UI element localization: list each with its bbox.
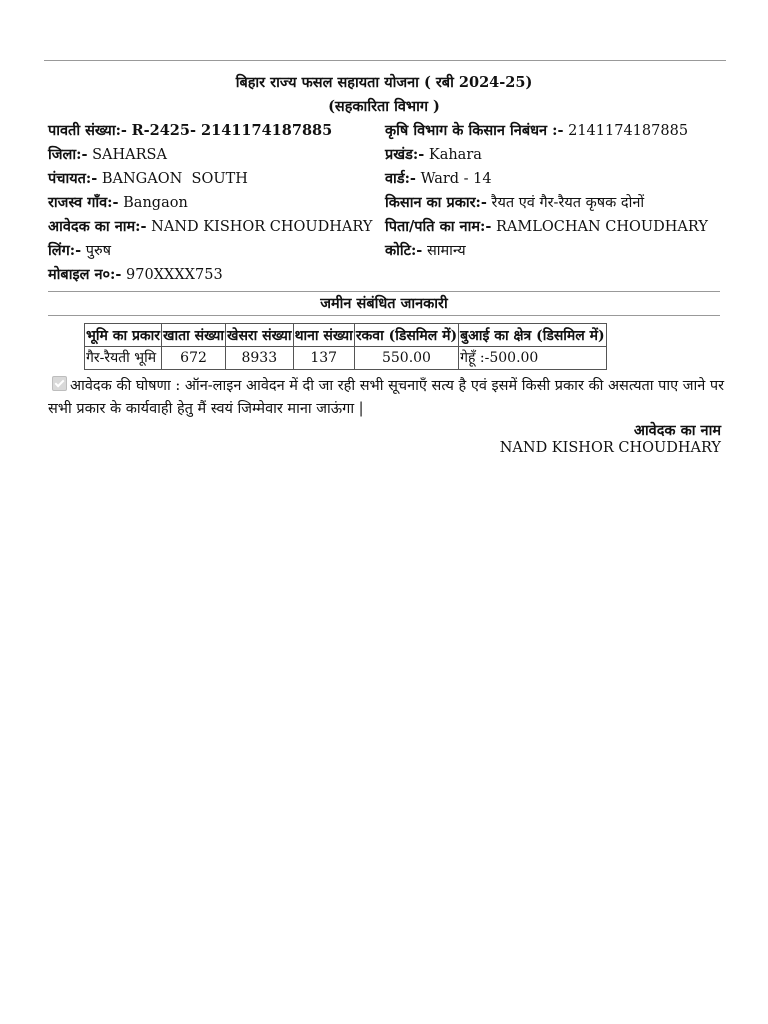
header-khesra: खेसरा संख्या [226, 324, 294, 347]
village-label: राजस्व गाँव:- [48, 194, 119, 211]
ward-label: वार्ड:- [385, 170, 416, 187]
cell-land-type: गैर-रैयती भूमि [85, 347, 162, 370]
page-title: बिहार राज्य फसल सहायता योजना ( रबी 2024-25) [235, 74, 533, 91]
land-section-title: जमीन संबंधित जानकारी [320, 295, 448, 312]
header-khata: खाता संख्या [162, 324, 226, 347]
panchayat-value: BANGAON SOUTH [101, 171, 248, 187]
info-row-mobile [48, 264, 728, 286]
info-row-district [48, 144, 728, 166]
gender-value: पुरुष [85, 243, 112, 259]
info-row-panchayat [48, 168, 728, 190]
ward-value: Ward - 14 [420, 171, 492, 187]
father-value: RAMLOCHAN CHOUDHARY [496, 219, 708, 235]
header-area: रकवा (डिसमिल में) [354, 324, 458, 347]
info-row-village [48, 192, 728, 214]
panchayat-label: पंचायत:- [48, 170, 98, 187]
village-value: Bangaon [123, 195, 188, 211]
receipt-value: R-2425- 2141174187885 [131, 122, 333, 139]
info-row-applicant [48, 216, 728, 238]
applicant-value: NAND KISHOR CHOUDHARY [151, 219, 373, 235]
cell-area: 550.00 [354, 347, 458, 370]
farmer-reg-value: 2141174187885 [568, 123, 689, 139]
header-thana: थाना संख्या [293, 324, 354, 347]
district-value: SAHARSA [92, 147, 167, 163]
district-label: जिला:- [48, 146, 88, 163]
header-land-type: भूमि का प्रकार [85, 324, 162, 347]
applicant-label: आवेदक का नाम:- [48, 218, 147, 235]
block-label: प्रखंड:- [385, 146, 425, 163]
section-divider-bottom [48, 315, 720, 316]
mobile-value: 970XXXX753 [126, 267, 223, 283]
category-label: कोटि:- [385, 242, 423, 259]
land-table [84, 323, 607, 370]
land-table-header-row [85, 324, 607, 347]
farmer-type-label: किसान का प्रकार:- [385, 194, 487, 211]
cell-sowing-area: गेहूँ :-500.00 [459, 347, 607, 370]
farmer-type-value: रैयत एवं गैर-रैयत कृषक दोनों [491, 195, 645, 211]
category-value: सामान्य [426, 243, 466, 259]
declaration-checkbox[interactable] [52, 376, 67, 391]
table-row [85, 347, 607, 370]
header-sowing-area: बुआई का क्षेत्र (डिसमिल में) [459, 324, 607, 347]
info-row-gender [48, 240, 728, 262]
declaration [48, 375, 728, 421]
cell-thana: 137 [293, 347, 354, 370]
mobile-label: मोबाइल न०:- [48, 266, 122, 283]
father-label: पिता/पति का नाम:- [385, 218, 492, 235]
info-row-receipt [48, 120, 728, 142]
farmer-reg-label: कृषि विभाग के किसान निबंधन :- [385, 122, 564, 139]
section-divider-top [48, 291, 720, 292]
cell-khesra: 8933 [226, 347, 294, 370]
page-subtitle: (सहकारिता विभाग ) [328, 98, 440, 115]
signature-name: NAND KISHOR CHOUDHARY [499, 440, 721, 456]
gender-label: लिंग:- [48, 242, 82, 259]
block-value: Kahara [428, 147, 482, 163]
cell-khata: 672 [162, 347, 226, 370]
declaration-text: आवेदक की घोषणा : ऑन-लाइन आवेदन में दी जा रही सभी सूचनाएँ सत्य है एवं इसमें किसी प्रकार की असत्यता पाए जाने पर सभी प्रकार के कार्यवाही हेतु मैं स्वयं जिम्मेवार माना जाऊंगा | [48, 378, 725, 417]
receipt-label: पावती संख्या:- [48, 122, 127, 139]
top-divider [44, 60, 726, 61]
signature-label: आवेदक का नाम [633, 422, 721, 439]
